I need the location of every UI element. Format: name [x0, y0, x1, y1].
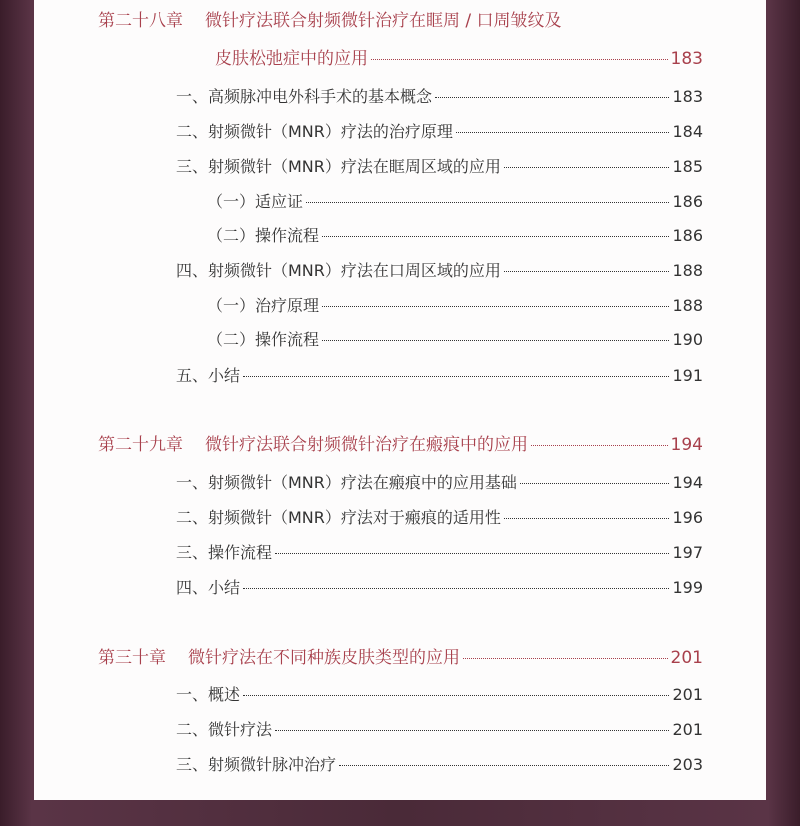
- toc-entry[interactable]: [176, 473, 703, 493]
- dot-leader: [371, 59, 668, 60]
- toc-entry[interactable]: [176, 508, 703, 528]
- chapter-number: 第二十八章: [98, 11, 183, 31]
- entry-label: 一、射频微针（MNR）疗法在瘢痕中的应用基础: [176, 473, 517, 492]
- toc-entry[interactable]: [207, 226, 703, 246]
- toc-entry[interactable]: [176, 685, 703, 705]
- toc-entry[interactable]: [207, 192, 703, 212]
- toc-entry[interactable]: [176, 122, 703, 142]
- dot-leader: [275, 553, 669, 554]
- entry-label: 三、操作流程: [176, 543, 273, 562]
- page-number: 197: [672, 543, 703, 562]
- toc-entry[interactable]: [176, 543, 703, 563]
- dot-leader: [243, 376, 669, 377]
- page-number: 183: [672, 87, 703, 106]
- entry-label: （一）适应证: [207, 192, 304, 211]
- chapter-30-heading[interactable]: [98, 648, 703, 668]
- entry-label: 二、微针疗法: [176, 720, 273, 739]
- page-number: 203: [672, 755, 703, 774]
- dot-leader: [531, 445, 668, 446]
- page-number: 201: [670, 648, 703, 668]
- toc-entry[interactable]: [176, 87, 703, 107]
- dot-leader: [275, 730, 669, 731]
- dot-leader: [504, 167, 670, 168]
- page-number: 183: [670, 49, 703, 69]
- chapter-title: 皮肤松弛症中的应用: [215, 49, 368, 69]
- dot-leader: [322, 236, 669, 237]
- page-number: 186: [672, 192, 703, 211]
- toc-entry[interactable]: [176, 366, 703, 386]
- page-number: 186: [672, 226, 703, 245]
- entry-label: 二、射频微针（MNR）疗法对于瘢痕的适用性: [176, 508, 501, 527]
- entry-label: 五、小结: [176, 366, 241, 385]
- chapter-29-heading[interactable]: [98, 435, 703, 455]
- toc-entry[interactable]: [176, 720, 703, 740]
- dot-leader: [504, 518, 670, 519]
- chapter-28-heading[interactable]: [98, 11, 658, 31]
- toc-entry[interactable]: [207, 296, 703, 316]
- dot-leader: [243, 588, 669, 589]
- toc-entry[interactable]: [176, 261, 703, 281]
- page-number: 191: [672, 366, 703, 385]
- entry-label: 四、射频微针（MNR）疗法在口周区域的应用: [176, 261, 501, 280]
- chapter-number: 第三十章: [98, 648, 166, 668]
- entry-label: （二）操作流程: [207, 330, 320, 349]
- page-number: 184: [672, 122, 703, 141]
- entry-label: 三、射频微针脉冲治疗: [176, 755, 337, 774]
- toc-entry[interactable]: [176, 578, 703, 598]
- page-number: 194: [670, 435, 703, 455]
- entry-label: 一、概述: [176, 685, 241, 704]
- page-number: 199: [672, 578, 703, 597]
- page-number: 185: [672, 157, 703, 176]
- toc-entry[interactable]: [176, 755, 703, 775]
- entry-label: 一、高频脉冲电外科手术的基本概念: [176, 87, 433, 106]
- page-number: 194: [672, 473, 703, 492]
- chapter-28-heading-cont[interactable]: [215, 49, 703, 69]
- chapter-title: 微针疗法在不同种族皮肤类型的应用: [188, 648, 460, 668]
- page-number: 190: [672, 330, 703, 349]
- page-number: 196: [672, 508, 703, 527]
- entry-label: 四、小结: [176, 578, 241, 597]
- page-number: 188: [672, 261, 703, 280]
- entry-label: 二、射频微针（MNR）疗法的治疗原理: [176, 122, 453, 141]
- page-number: 201: [672, 685, 703, 704]
- page-number: 201: [672, 720, 703, 739]
- chapter-title: 微针疗法联合射频微针治疗在瘢痕中的应用: [205, 435, 528, 455]
- dot-leader: [463, 658, 668, 659]
- dot-leader: [306, 202, 669, 203]
- page-number: 188: [672, 296, 703, 315]
- toc-page: [34, 0, 766, 800]
- dot-leader: [456, 132, 670, 133]
- dot-leader: [322, 340, 669, 341]
- entry-label: （一）治疗原理: [207, 296, 320, 315]
- chapter-number: 第二十九章: [98, 435, 183, 455]
- toc-entry[interactable]: [207, 330, 703, 350]
- dot-leader: [435, 97, 669, 98]
- dot-leader: [322, 306, 669, 307]
- chapter-title: 微针疗法联合射频微针治疗在眶周 / 口周皱纹及: [205, 11, 562, 31]
- dot-leader: [339, 765, 669, 766]
- dot-leader: [243, 695, 669, 696]
- toc-entry[interactable]: [176, 157, 703, 177]
- entry-label: 三、射频微针（MNR）疗法在眶周区域的应用: [176, 157, 501, 176]
- dot-leader: [520, 483, 670, 484]
- dot-leader: [504, 271, 670, 272]
- entry-label: （二）操作流程: [207, 226, 320, 245]
